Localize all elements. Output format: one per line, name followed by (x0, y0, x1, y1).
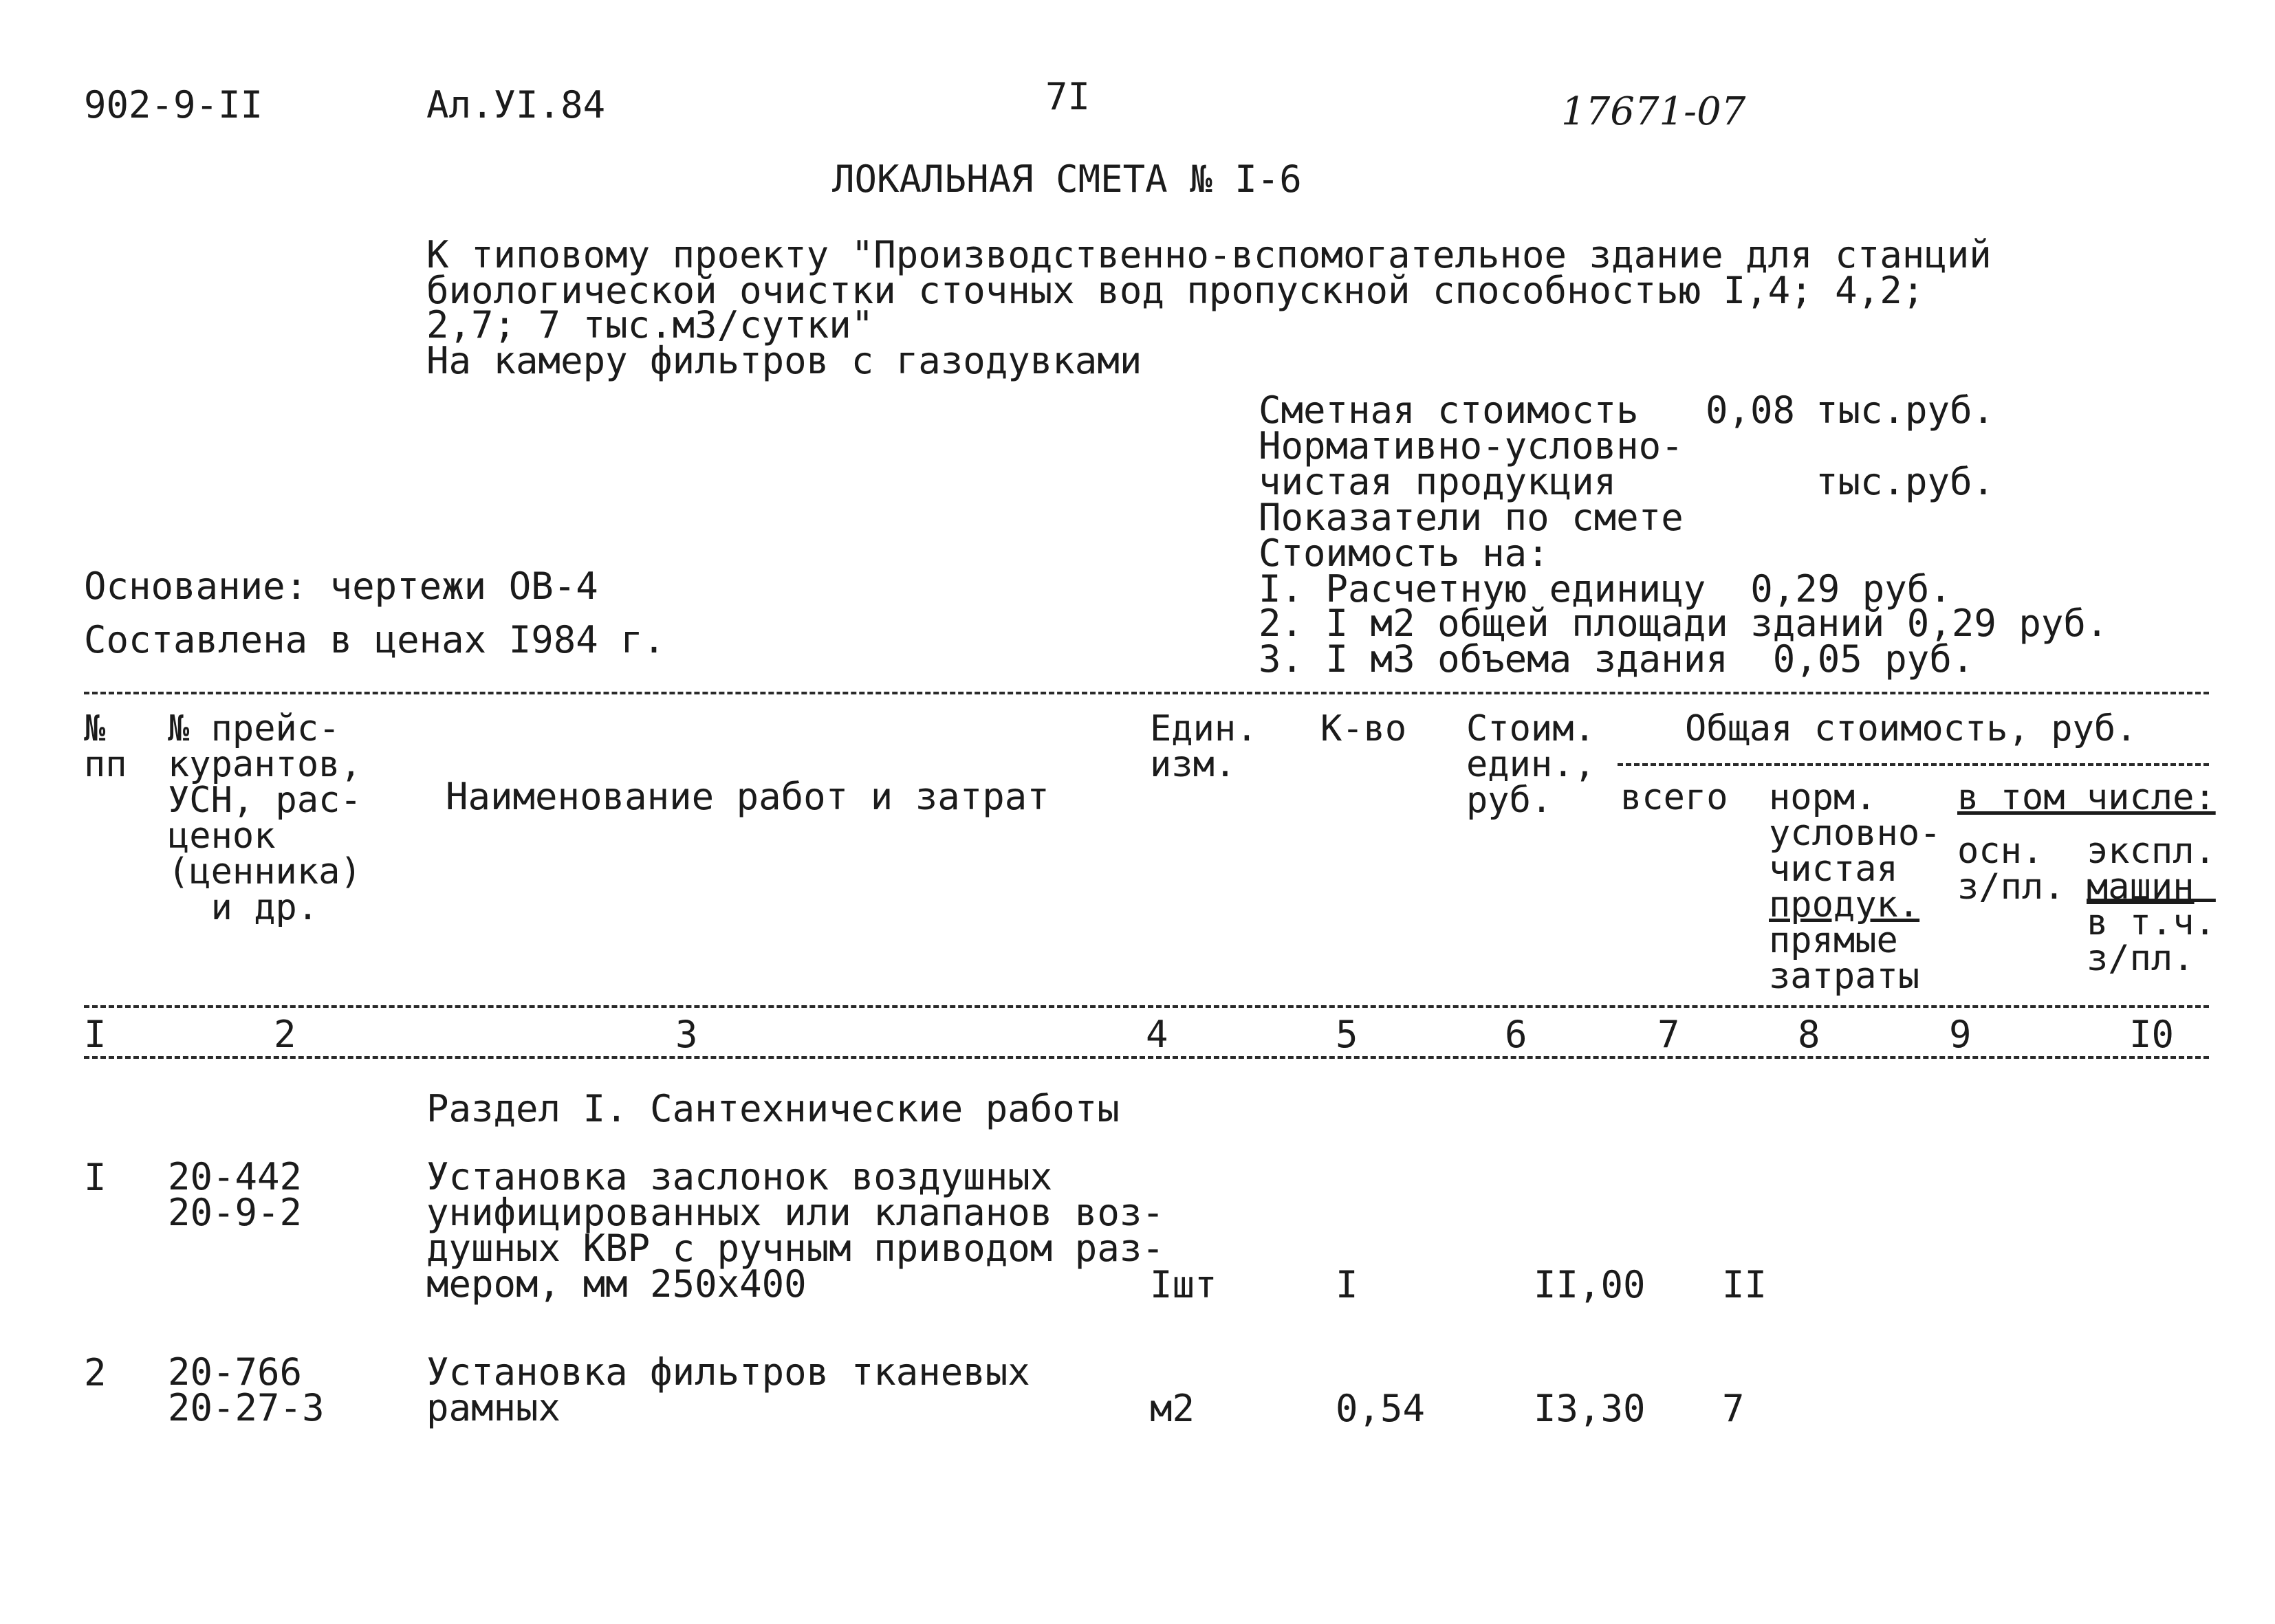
project-line-1: К типовому проекту "Производственно-вспомогательное здание для станций (426, 233, 1992, 276)
row-1-total: II (1722, 1263, 1767, 1306)
row-1-price: II,00 (1534, 1263, 1646, 1306)
row-2-price: I3,30 (1534, 1387, 1646, 1430)
header-col-2: № прейс- курантов, УСН, рас- ценок (ценника) и др. (168, 708, 362, 928)
project-line-4: На камеру фильтров с газодувками (426, 339, 1142, 382)
col-number-3: 3 (675, 1013, 698, 1056)
col-number-8: 8 (1798, 1013, 1820, 1056)
row-2-codes: 20-766 20-27-3 (168, 1350, 325, 1429)
row-1-unit: Iшт (1150, 1263, 1217, 1306)
cost-value: 0,08 (1706, 388, 1796, 432)
header-bottom-rule (84, 1005, 2209, 1008)
col-number-7: 7 (1657, 1013, 1680, 1056)
project-line-2: биологической очистки сточных вод пропускной способностью I,4; 4,2; (426, 269, 1925, 312)
header-col-3: Наименование работ и затрат (446, 775, 1049, 818)
header-total-group: Общая стоимость, руб. (1685, 708, 2137, 749)
indicator-item-3: 3. I м3 объема здания 0,05 руб. (1259, 637, 1974, 681)
header-col-8a: норм. условно- чистая (1769, 777, 1941, 890)
document-code: 902-9-II (84, 83, 263, 127)
cost-unit: тыс.руб. (1816, 388, 1995, 432)
header-including: в том числе: (1957, 777, 2216, 818)
col-number-9: 9 (1949, 1013, 1972, 1056)
project-line-3: 2,7; 7 тыс.м3/сутки" (426, 303, 874, 347)
header-col-10b: машин (2087, 866, 2195, 908)
header-col-1: № пп (84, 708, 127, 785)
cost-label: Сметная стоимость (1259, 388, 1639, 432)
section-title: Раздел I. Сантехнические работы (426, 1087, 1120, 1130)
header-col-6: Стоим. един., руб. (1466, 708, 1596, 821)
basis-text: Основание: чертежи ОВ-4 (84, 564, 598, 608)
header-group-rule (1618, 763, 2209, 766)
page-number: 7I (1045, 75, 1091, 118)
indicators-label: Показатели по смете (1259, 496, 1684, 539)
col-number-1: I (84, 1013, 107, 1056)
table-top-rule (84, 692, 2209, 694)
prices-text: Составлена в ценах I984 г. (84, 618, 666, 661)
page-title: ЛОКАЛЬНАЯ СМЕТА № I-6 (832, 157, 1302, 201)
nucp-label-2: чистая продукция (1259, 460, 1617, 503)
header-col-7: всего (1620, 777, 1728, 818)
row-1-name: Установка заслонок воздушных унифицированных или клапанов воз- душных КВР с ручным приводом раз- мером, мм 250х400 (426, 1155, 1164, 1306)
row-2-unit: м2 (1150, 1387, 1195, 1430)
nucp-unit: тыс.руб. (1816, 460, 1995, 503)
header-col-10a: экспл. (2087, 831, 2216, 872)
inventory-number: 17671-07 (1561, 89, 1746, 134)
header-col-8b: продук. (1769, 884, 1920, 925)
indicator-item-1: I. Расчетную единицу 0,29 руб. (1259, 567, 1952, 611)
row-2-name: Установка фильтров тканевых рамных (426, 1350, 1030, 1429)
header-col-9: осн. з/пл. (1957, 831, 2065, 908)
cost-on-label: Стоимость на: (1259, 531, 1549, 575)
header-col-4: Един. изм. (1150, 708, 1258, 785)
header-col-8c: прямые затраты (1769, 920, 1920, 997)
col-number-4: 4 (1146, 1013, 1168, 1056)
row-2-qty: 0,54 (1336, 1387, 1426, 1430)
nucp-label-1: Нормативно-условно- (1259, 424, 1684, 468)
row-1-codes: 20-442 20-9-2 (168, 1155, 303, 1234)
col-number-6: 6 (1505, 1013, 1527, 1056)
row-2-number: 2 (84, 1351, 107, 1394)
header-col-10d: з/пл. (2087, 938, 2195, 979)
row-2-total: 7 (1722, 1387, 1745, 1430)
col-number-2: 2 (274, 1013, 296, 1056)
row-1-number: I (84, 1156, 107, 1199)
row-1-qty: I (1336, 1263, 1358, 1306)
header-col-5: К-во (1320, 708, 1407, 749)
indicator-item-2: 2. I м2 общей площади зданий 0,29 руб. (1259, 602, 2109, 645)
header-col-10c: в т.ч. (2087, 902, 2216, 943)
col-number-10: I0 (2129, 1013, 2175, 1056)
col-number-rule (84, 1056, 2209, 1059)
album-code: Ал.УI.84 (426, 83, 606, 127)
col-number-5: 5 (1336, 1013, 1358, 1056)
